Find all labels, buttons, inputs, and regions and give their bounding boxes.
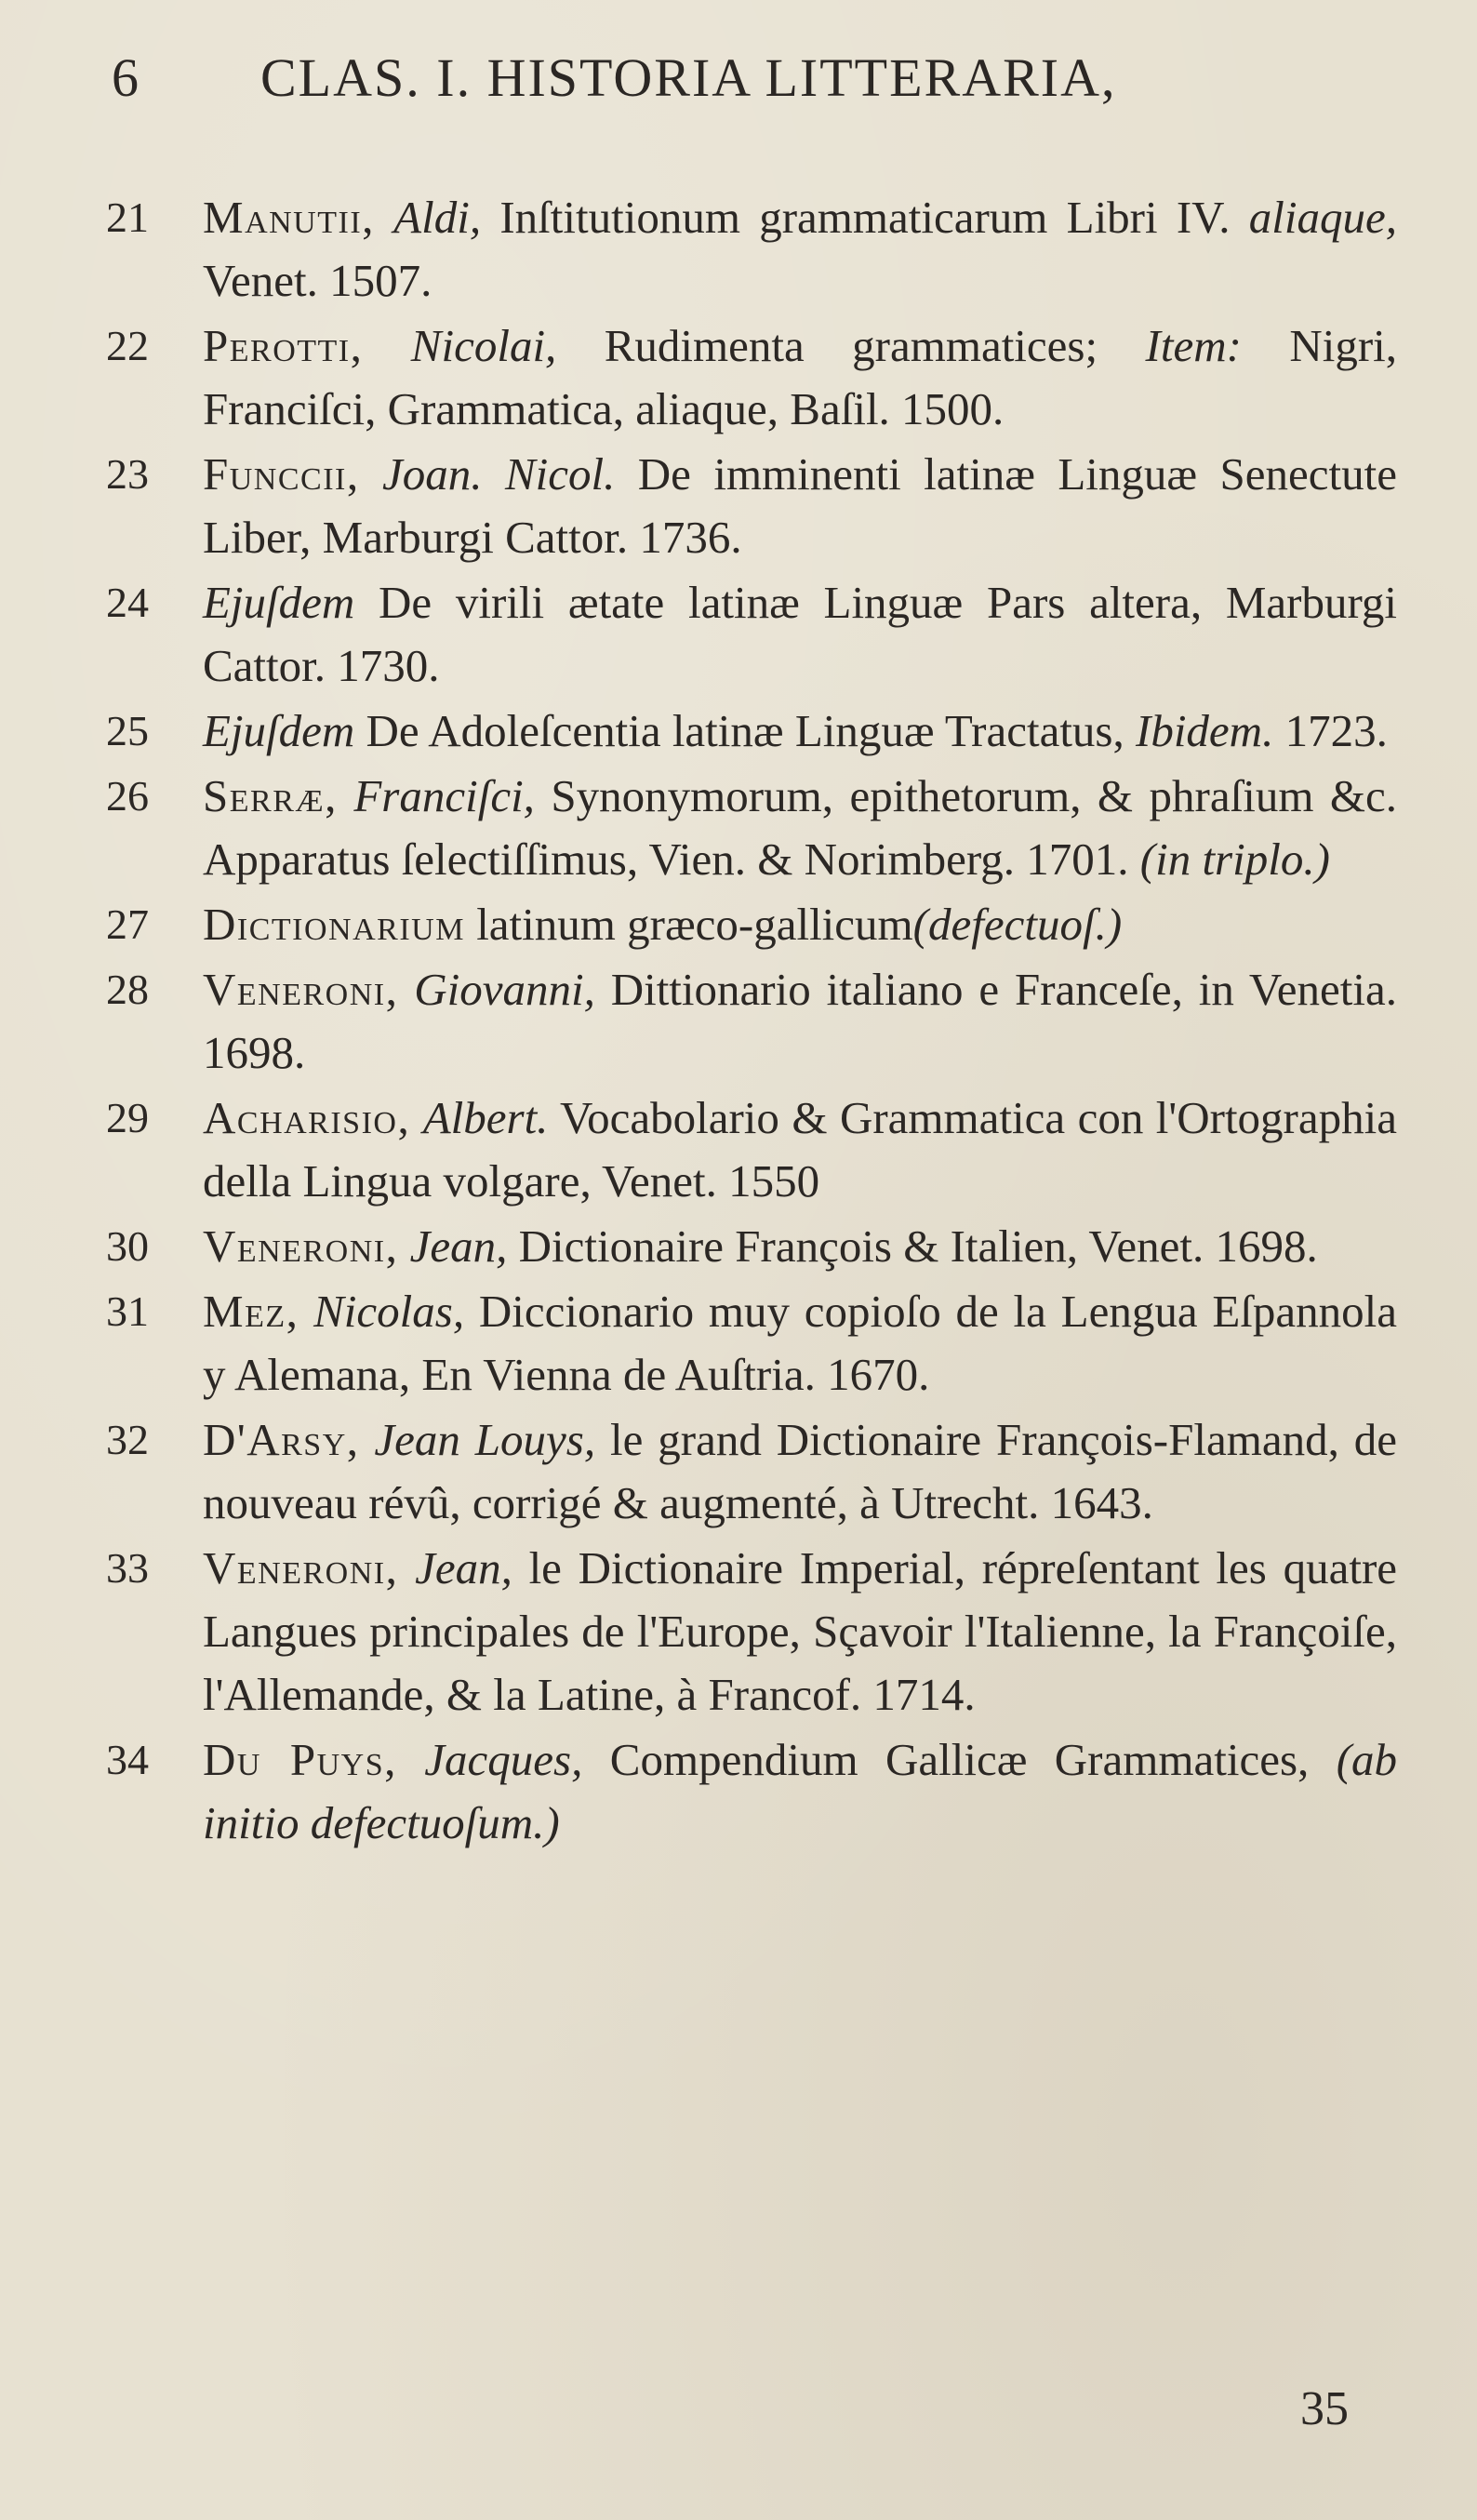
entry-text [203,893,1397,956]
entry-author: Mez, [203,1286,299,1337]
entry-imprint: Nigri, Franciſci, Grammatica, aliaque, Baſil. 1500. [203,320,1397,434]
entry-title: Dictionaire François & Italien, Venet. 1698. [518,1220,1318,1272]
entry-author: Veneroni, [203,1542,399,1593]
entry-title: Vocabolario & Grammatica con l'Ortographia della Lingua volgare, Venet. 1550 [203,1092,1397,1207]
entry-text [203,765,1397,891]
catalog-entry [93,765,1397,891]
entry-text [203,1728,1397,1855]
entry-title: Diccionario muy copioſo de la Lengua Eſpannola y Alemana, En Vienna de Auſtria. 1670. [203,1286,1398,1400]
entry-text [203,1408,1397,1535]
entry-author: Manutii, [203,192,375,243]
entry-given-name: Aldi, [393,192,482,243]
catalog-entry [93,186,1397,313]
entry-given-name: Franciſci, [353,770,535,821]
entry-number: 23 [106,450,149,498]
entry-author: Acharisio, [203,1092,411,1143]
entry-text [203,186,1397,313]
catalog-entry [93,1280,1397,1407]
entry-text [203,1537,1397,1727]
entry-given-name: Ejuſdem [203,705,355,756]
entry-text [203,571,1397,698]
catalog-entry [93,314,1397,441]
entry-title: Compendium Gallicæ Grammatices, [609,1734,1310,1785]
entry-given-name: Giovanni, [414,964,595,1015]
entry-given-name: Jean, [415,1542,512,1593]
entry-text [203,443,1397,569]
catalog-entry [93,893,1397,956]
entry-number: 25 [106,707,149,754]
catalog-entry [93,958,1397,1085]
entry-text [203,1280,1397,1407]
entry-title: De virili ætate latinæ Linguæ Pars altera, Marburgi Cattor. 1730. [203,577,1398,691]
entry-note: (defectuoſ.) [912,899,1123,950]
entry-title: le grand Dictionaire François-Flamand, de nouveau révû, corrigé & augmenté, à Utrecht. 1643. [203,1414,1398,1528]
entry-author: Funccii, [203,448,360,500]
entry-title: latinum græco-gallicum [476,899,913,950]
entry-given-name: Ejuſdem [203,577,355,628]
entry-given-name: Nicolai, [410,320,557,371]
entry-number: 21 [106,193,149,241]
entry-title: De imminenti latinæ Linguæ Senectute Liber, Marburgi Cattor. 1736. [203,448,1397,563]
entry-note: (ab initio defectuoſum.) [203,1734,1398,1848]
entry-text [203,700,1397,763]
entry-number: 26 [106,772,149,820]
running-head: CLAS. I. HISTORIA LITTERARIA, [260,47,1117,108]
entry-note: (in triplo.) [1139,833,1330,885]
catalog-entry [93,571,1397,698]
catalog-entry [93,700,1397,763]
entry-title: le Dictionaire Imperial, répreſentant les quatre Langues principales de l'Europe, Sçavoir l'Italienne, la Françoiſe, l'Allemande, & la Latine, à Francof. 1714. [203,1542,1398,1720]
entry-title: Inſtitutionum grammaticarum Libri IV. [499,192,1231,243]
entry-text [203,1087,1397,1213]
entry-note: Ibidem. [1136,705,1274,756]
catalog-entry [93,1408,1397,1535]
entry-text [203,1215,1397,1278]
entry-author: Veneroni, [203,1220,399,1272]
entry-given-name: Jean Louys, [374,1414,596,1465]
entry-number: 34 [106,1736,149,1783]
catalog-entry [93,443,1397,569]
entry-number: 22 [106,322,149,369]
entry-number: 27 [106,900,149,948]
entry-number: 33 [106,1544,149,1592]
page-header [93,47,1397,167]
catalog-entry [93,1215,1397,1278]
entry-given-name: Jacques, [424,1734,583,1785]
entry-number: 29 [106,1094,149,1141]
entry-title: Dittionario italiano e Franceſe, in Venetia. 1698. [203,964,1398,1078]
entry-text [203,958,1397,1085]
entry-text [203,314,1397,441]
entry-author: Veneroni, [203,964,399,1015]
entry-given-name: Joan. Nicol. [382,448,616,500]
entry-given-name: Nicolas, [313,1286,465,1337]
entry-number: 31 [106,1287,149,1335]
entry-imprint: Venet. 1507. [203,255,432,306]
entry-imprint: 1723. [1284,705,1388,756]
entry-given-name: Albert. [422,1092,549,1143]
catalog-entry [93,1087,1397,1213]
entry-number: 28 [106,966,149,1013]
page-number: 6 [112,47,140,108]
entry-given-name: Jean, [409,1220,508,1272]
entry-author: D'Arsy, [203,1414,360,1465]
entry-title: Synonymorum, epithetorum, & phraſium &c. Apparatus ſelectiſſimus, Vien. & Norimberg. 1701. [203,770,1398,885]
entry-number: 32 [106,1416,149,1463]
entry-title: Rudimenta grammatices; [604,320,1098,371]
catalog-entry [93,1537,1397,1727]
catalog-entry [93,1728,1397,1855]
entry-number: 30 [106,1222,149,1270]
entry-number: 24 [106,579,149,626]
entry-author: Serræ, [203,770,338,821]
entry-title: De Adoleſcentia latinæ Linguæ Tractatus, [366,705,1124,756]
catchword: 35 [1300,2382,1349,2435]
entry-author: Dictionarium [203,899,465,950]
catalog-entries [93,186,1397,1855]
entry-author: Perotti, [203,320,364,371]
entry-note: aliaque, [1248,192,1397,243]
entry-author: Du Puys, [203,1734,397,1785]
entry-note: Item: [1145,320,1242,371]
